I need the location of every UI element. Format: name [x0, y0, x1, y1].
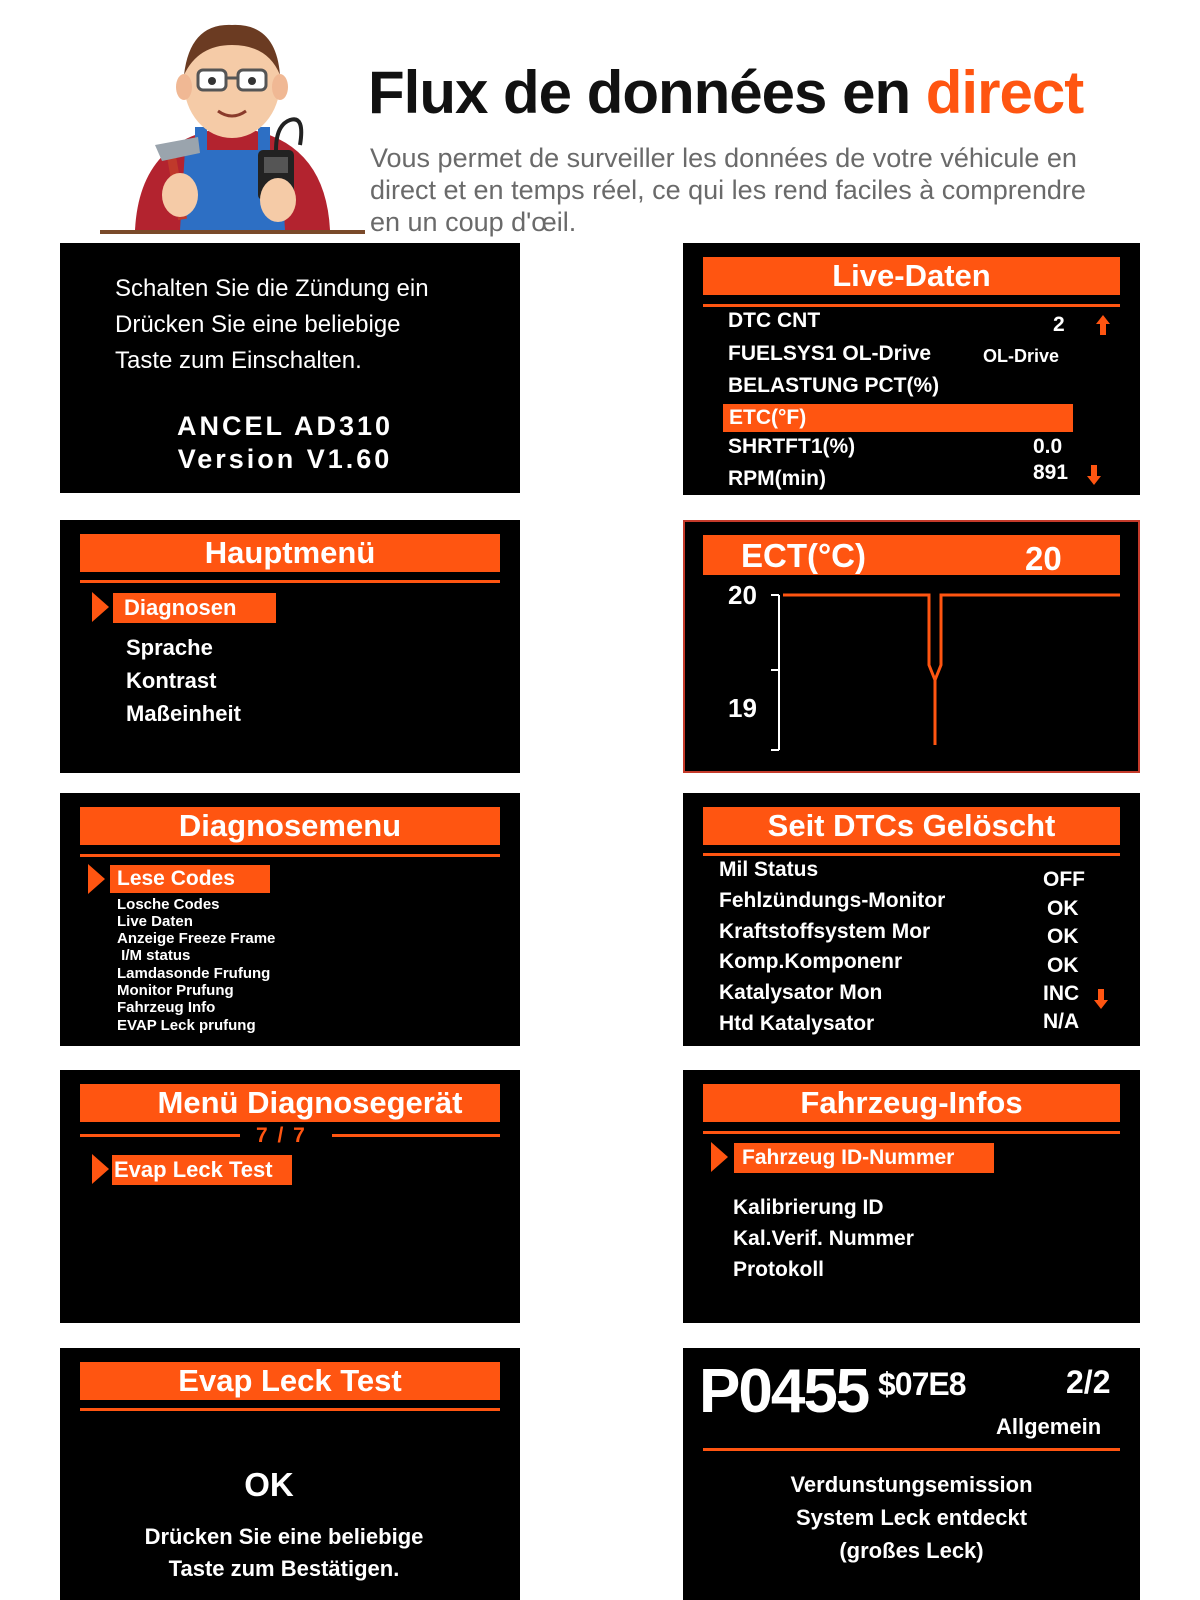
- graph-label: ECT(°C): [741, 537, 867, 574]
- startup-line: Schalten Sie die Zündung ein: [115, 275, 429, 302]
- menu-item[interactable]: Monitor Prufung: [117, 982, 234, 999]
- monitor-value: OK: [1047, 897, 1079, 920]
- monitor-label: Fehlzündungs-Monitor: [719, 889, 946, 912]
- live-data-screen: [683, 243, 1140, 495]
- y-tick-label: 20: [728, 580, 757, 610]
- menu-item[interactable]: EVAP Leck prufung: [117, 1017, 256, 1034]
- ecu-address: $07E8: [878, 1366, 966, 1402]
- live-row-value: 891: [1033, 461, 1069, 484]
- monitor-label: Mil Status: [719, 858, 819, 881]
- dtc-description-line: Verdunstungsemission: [790, 1472, 1033, 1497]
- test-status: OK: [244, 1466, 294, 1503]
- subtitle-line: direct et en temps réel, ce qui les rend faciles à comprendre: [370, 175, 1086, 205]
- dtc-code: P0455: [699, 1357, 869, 1426]
- screen-title: Diagnosemenu: [80, 807, 500, 845]
- subtitle-line: en un coup d'œil.: [370, 207, 577, 237]
- ect-line-chart: [683, 520, 1140, 773]
- menu-item[interactable]: Kontrast: [126, 668, 217, 693]
- screen-title: Live-Daten: [703, 257, 1120, 295]
- divider: [703, 304, 1120, 307]
- menu-item-selected[interactable]: Evap Leck Test: [112, 1155, 292, 1185]
- page-title-accent: direct: [925, 59, 1084, 126]
- selection-arrow-icon: [92, 1154, 109, 1184]
- menu-item[interactable]: Kal.Verif. Nummer: [733, 1227, 914, 1250]
- screen-title: Seit DTCs Gelöscht: [703, 807, 1120, 845]
- menu-item[interactable]: Fahrzeug Info: [117, 999, 216, 1016]
- startup-line: Taste zum Einschalten.: [115, 347, 362, 374]
- divider: [703, 1131, 1120, 1134]
- divider: [703, 853, 1120, 856]
- evap-test-screen: [60, 1348, 520, 1600]
- monitor-value: OFF: [1043, 868, 1085, 891]
- screen-title: Hauptmenü: [80, 534, 500, 572]
- divider: [80, 1134, 240, 1137]
- dtc-category: Allgemein: [996, 1414, 1102, 1439]
- monitor-label: Htd Katalysator: [719, 1012, 875, 1035]
- since-dtc-cleared-screen: [683, 793, 1140, 1046]
- instruction-line: Taste zum Bestätigen.: [168, 1556, 400, 1581]
- dtc-description-line: System Leck entdeckt: [795, 1505, 1028, 1530]
- menu-item[interactable]: Kalibrierung ID: [733, 1196, 884, 1219]
- live-row-label: RPM(min): [728, 467, 826, 490]
- ect-graph-screen: [683, 520, 1140, 773]
- page-subtitle: [370, 142, 1170, 238]
- device-version: Version V1.60: [177, 444, 393, 474]
- menu-item[interactable]: Live Daten: [117, 913, 193, 930]
- live-row-value: 0.0: [1033, 435, 1063, 458]
- vehicle-info-screen: [683, 1070, 1140, 1323]
- live-row-value: OL-Drive: [983, 346, 1060, 366]
- menu-item[interactable]: I/M status: [117, 947, 191, 964]
- startup-line: Drücken Sie eine beliebige: [115, 311, 401, 338]
- monitor-label: Komp.Komponenr: [719, 950, 903, 973]
- live-row-label: FUELSYS1 OL-Drive: [728, 342, 932, 365]
- screen-title: Menü Diagnosegerät: [80, 1084, 500, 1122]
- mechanic-mascot-illustration: [100, 15, 365, 245]
- startup-screen: [60, 243, 520, 493]
- monitor-value: INC: [1043, 982, 1080, 1005]
- menu-item-selected[interactable]: Lese Codes: [110, 865, 270, 893]
- y-tick-label: 19: [728, 693, 757, 723]
- scroll-down-icon[interactable]: [1087, 465, 1101, 485]
- live-row-selected[interactable]: ETC(°F): [723, 404, 1073, 432]
- scroll-down-icon[interactable]: [1094, 989, 1108, 1009]
- dtc-detail-screen: [683, 1348, 1140, 1600]
- selection-arrow-icon: [711, 1142, 728, 1172]
- instruction-line: Drücken Sie eine beliebige: [144, 1524, 424, 1549]
- monitor-value: OK: [1047, 925, 1079, 948]
- monitor-value: OK: [1047, 954, 1079, 977]
- monitor-value: N/A: [1043, 1010, 1080, 1033]
- divider: [703, 1448, 1120, 1451]
- monitor-label: Katalysator Mon: [719, 981, 883, 1004]
- menu-item[interactable]: Sprache: [126, 635, 213, 660]
- menu-item-selected[interactable]: Fahrzeug ID-Nummer: [734, 1143, 994, 1173]
- y-axis: [771, 595, 779, 750]
- live-row-value: 2: [1053, 313, 1065, 336]
- live-row-label: BELASTUNG PCT(%): [728, 374, 940, 397]
- live-row-label: SHRTFT1(%): [728, 435, 856, 458]
- divider: [80, 580, 500, 583]
- live-row-label: DTC CNT: [728, 309, 821, 332]
- divider: [80, 854, 500, 857]
- main-menu-screen: [60, 520, 520, 773]
- divider: [80, 1408, 500, 1411]
- selection-arrow-icon: [92, 592, 109, 622]
- screen-title: Evap Leck Test: [80, 1362, 500, 1400]
- tool-menu-screen: [60, 1070, 520, 1323]
- menu-item[interactable]: Losche Codes: [117, 896, 220, 913]
- menu-item[interactable]: Lamdasonde Frufung: [117, 965, 271, 982]
- page-indicator: 7 / 7: [256, 1124, 307, 1147]
- ect-series-line: [783, 595, 1120, 680]
- menu-item-selected[interactable]: Diagnosen: [113, 593, 276, 623]
- menu-item[interactable]: Maßeinheit: [126, 701, 241, 726]
- dtc-description-line: (großes Leck): [839, 1538, 984, 1563]
- page-title: Flux de données en direct: [368, 59, 1084, 126]
- selection-arrow-icon: [88, 864, 105, 894]
- scroll-up-icon[interactable]: [1096, 315, 1110, 335]
- subtitle-line: Vous permet de surveiller les données de votre véhicule en: [370, 143, 1077, 173]
- divider: [332, 1134, 500, 1137]
- dtc-page-indicator: 2/2: [1066, 1364, 1111, 1400]
- device-model: ANCEL AD310: [176, 411, 394, 441]
- menu-item[interactable]: Protokoll: [733, 1258, 825, 1281]
- menu-item[interactable]: Anzeige Freeze Frame: [117, 930, 276, 947]
- monitor-label: Kraftstoffsystem Mor: [719, 920, 931, 943]
- diag-menu-screen: [60, 793, 520, 1046]
- graph-value: 20: [1025, 540, 1062, 577]
- screen-title: Fahrzeug-Infos: [703, 1084, 1120, 1122]
